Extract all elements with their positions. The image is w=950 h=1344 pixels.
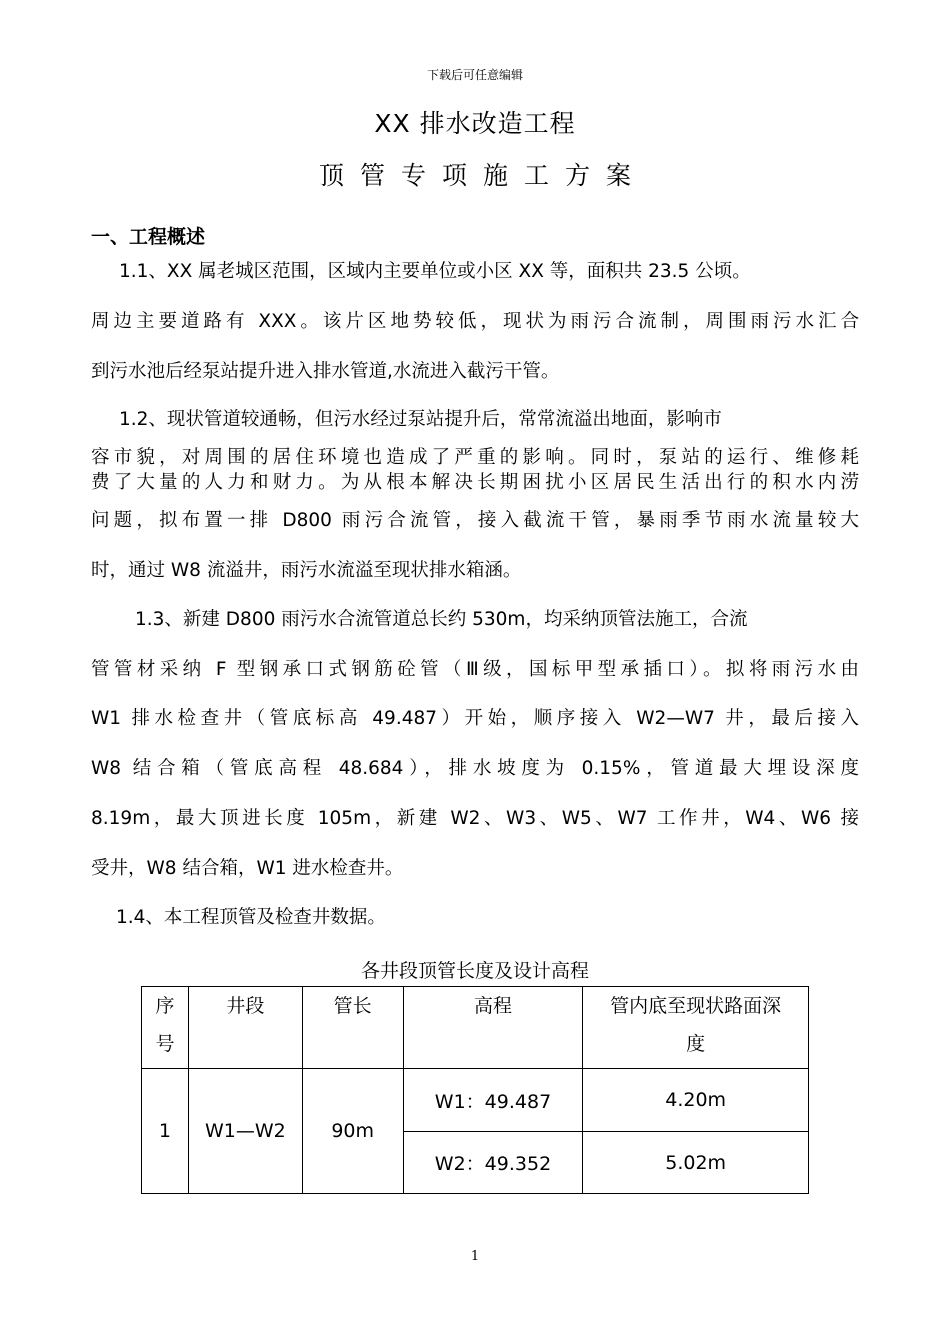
page-number: 1	[470, 1249, 480, 1264]
cell-segment: W1—W2	[188, 1069, 302, 1194]
header-length: 管长	[302, 987, 403, 1069]
paragraph-1-2-line-2: 容市貌，对周围的居住环境也造成了严重的影响。同时，泵站的运行、维修耗	[91, 447, 859, 468]
paragraph-1-1-line-3: 到污水池后经泵站提升进入排水管道,水流进入截污干管。	[91, 361, 560, 382]
document-title: XX 排水改造工程	[374, 109, 576, 138]
header-depth-line-1: 管内底至现状路面深	[610, 995, 782, 1017]
paragraph-1-3-line-5: 8.19m，最大顶进长度 105m，新建 W2、W3、W5、W7 工作井，W4、W6 接	[91, 808, 859, 829]
paragraph-1-3-line-3: W1 排水检查井（管底标高 49.487）开始，顺序接入 W2—W7 井，最后接入	[91, 708, 859, 729]
header-elevation: 高程	[403, 987, 583, 1069]
paragraph-1-2-line-3: 费了大量的人力和财力。为从根本解决长期困扰小区居民生活出行的积水内涝	[91, 472, 859, 493]
cell-elevation-w1: W1：49.487	[403, 1069, 583, 1132]
header-depth	[583, 987, 809, 1069]
cell-seq: 1	[142, 1069, 189, 1194]
paragraph-1-3-line-6: 受井，W8 结合箱，W1 进水检查井。	[91, 858, 404, 879]
header-seq	[142, 987, 189, 1069]
paragraph-1-3-line-2: 管管材采纳 F 型钢承口式钢筋砼管（Ⅲ级，国标甲型承插口）。拟将雨污水由	[91, 659, 859, 680]
paragraph-1-4: 1.4、本工程顶管及检查井数据。	[116, 907, 386, 928]
cell-elevation-w2: W2：49.352	[403, 1132, 583, 1194]
table-row	[142, 1069, 809, 1132]
section-heading-overview: 一、工程概述	[91, 226, 206, 248]
header-note: 下载后可任意编辑	[426, 68, 523, 82]
header-segment: 井段	[188, 987, 302, 1069]
document-subtitle: 顶管专项施工方案	[318, 161, 647, 190]
header-seq-line-1: 序	[155, 995, 175, 1017]
cell-length: 90m	[302, 1069, 403, 1194]
pipe-data-table	[141, 986, 809, 1194]
paragraph-1-3-line-4: W8 结合箱（管底高程 48.684），排水坡度为 0.15%，管道最大埋设深度	[91, 758, 859, 779]
paragraph-1-2-line-5: 时，通过 W8 流溢井，雨污水流溢至现状排水箱涵。	[91, 560, 522, 581]
table-header-row	[142, 987, 809, 1069]
paragraph-1-2-line-1: 1.2、现状管道较通畅，但污水经过泵站提升后，常常流溢出地面，影响市	[119, 409, 722, 430]
paragraph-1-1-line-2: 周边主要道路有 XXX。该片区地势较低，现状为雨污合流制，周围雨污水汇合	[91, 311, 859, 332]
table-caption: 各井段顶管长度及设计高程	[360, 960, 589, 982]
header-depth-line-2: 度	[686, 1033, 706, 1055]
paragraph-1-3-line-1: 1.3、新建 D800 雨污水合流管道总长约 530m，均采纳顶管法施工，合流	[135, 609, 748, 630]
paragraph-1-2-line-4: 问题，拟布置一排 D800 雨污合流管，接入截流干管，暴雨季节雨水流量较大	[91, 510, 859, 531]
cell-depth-w2: 5.02m	[583, 1132, 809, 1194]
header-seq-line-2: 号	[155, 1033, 175, 1055]
paragraph-1-1-line-1: 1.1、XX 属老城区范围，区域内主要单位或小区 XX 等，面积共 23.5 公顷。	[119, 261, 751, 282]
cell-depth-w1: 4.20m	[583, 1069, 809, 1132]
